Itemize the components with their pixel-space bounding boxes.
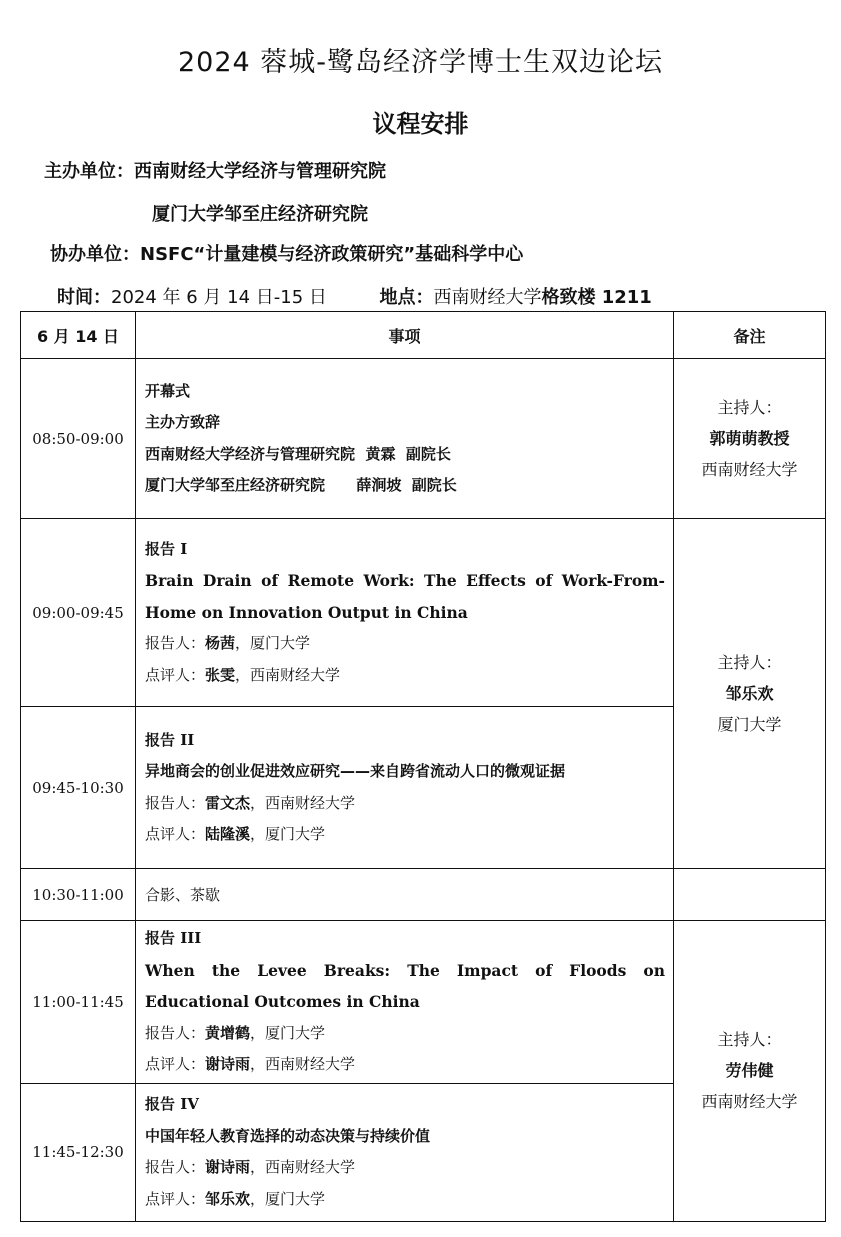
- note-host-name: 郭萌萌教授: [709, 429, 790, 448]
- place-value-plain: 西南财经大学: [433, 287, 542, 308]
- co-host-label: 协办单位：: [50, 244, 140, 265]
- note-host-label: 主持人：: [717, 398, 782, 417]
- row-item: [136, 519, 674, 707]
- row-item: [136, 707, 674, 869]
- note-host-label: 主持人：: [717, 653, 782, 672]
- row-time: 08:50-09:00: [21, 359, 136, 519]
- discussant-line: 点评人：邹乐欢，厦门大学: [145, 1189, 326, 1208]
- agenda-table: [20, 311, 826, 1222]
- co-host-line: [50, 240, 523, 266]
- host-1: 西南财经大学经济与管理研究院: [134, 161, 386, 182]
- note-host-org: 西南财经大学: [701, 460, 798, 479]
- table-row: [21, 359, 826, 519]
- co-host: NSFC“计量建模与经济政策研究”基础科学中心: [140, 244, 524, 265]
- row-item: [136, 1083, 674, 1221]
- presenter-line: 报告人：雷文杰，西南财经大学: [145, 793, 356, 812]
- note-host-name: 劳伟健: [725, 1061, 774, 1081]
- header-note: 备注: [674, 312, 826, 359]
- header-item: 事项: [136, 312, 674, 359]
- page-subtitle: 议程安排: [372, 110, 469, 138]
- break-text: 合影、茶歇: [136, 869, 674, 921]
- host-line-2: [152, 200, 368, 226]
- host-label: 主办单位：: [44, 161, 134, 182]
- row-time: 11:00-11:45: [21, 921, 136, 1084]
- note-host-org: 厦门大学: [717, 715, 782, 734]
- row-item: [136, 921, 674, 1084]
- opening-line: 厦门大学邹至庄经济研究院 薛涧坡 副院长: [145, 476, 457, 494]
- page-title: 2024 蓉城-鹭岛经济学博士生双边论坛: [177, 47, 664, 78]
- time-place-line: [57, 283, 652, 309]
- row-note: [674, 359, 826, 519]
- row-time: 10:30-11:00: [21, 869, 136, 921]
- row-note-empty: [674, 869, 826, 921]
- report-label: 报告 II: [145, 730, 195, 749]
- report-label: 报告 IV: [145, 1095, 199, 1113]
- table-row: [21, 921, 826, 1084]
- paper-title: Brain Drain of Remote Work: The Effects of Work-From-Home on Innovation Output in China: [145, 571, 665, 622]
- paper-title: When the Levee Breaks: The Impact of Floods on Educational Outcomes in China: [145, 960, 665, 1011]
- opening-line: 主办方致辞: [145, 413, 221, 431]
- row-time: 11:45-12:30: [21, 1083, 136, 1221]
- discussant-line: 点评人：张雯，西南财经大学: [145, 665, 341, 684]
- table-header-row: [21, 312, 826, 359]
- row-note: [674, 519, 826, 869]
- discussant-line: 点评人：陆隆溪，厦门大学: [145, 825, 326, 843]
- host-2: 厦门大学邹至庄经济研究院: [152, 204, 368, 225]
- presenter-line: 报告人：杨茜，厦门大学: [145, 634, 311, 653]
- opening-line: 开幕式: [145, 381, 191, 400]
- report-label: 报告 III: [145, 929, 202, 947]
- time-value: 2024 年 6 月 14 日-15 日: [111, 287, 327, 308]
- row-time: 09:45-10:30: [21, 707, 136, 869]
- report-label: 报告 I: [145, 539, 188, 558]
- note-host-name: 邹乐欢: [725, 684, 774, 703]
- presenter-line: 报告人：黄增鹤，厦门大学: [145, 1023, 326, 1042]
- paper-title: 异地商会的创业促进效应研究——来自跨省流动人口的微观证据: [145, 762, 566, 780]
- note-host-org: 西南财经大学: [701, 1092, 798, 1112]
- row-time: 09:00-09:45: [21, 519, 136, 707]
- discussant-line: 点评人：谢诗雨，西南财经大学: [145, 1055, 356, 1073]
- table-row: [21, 519, 826, 707]
- presenter-line: 报告人：谢诗雨，西南财经大学: [145, 1158, 356, 1176]
- header-date: 6 月 14 日: [21, 312, 136, 359]
- time-label: 时间：: [57, 287, 111, 308]
- host-line-1: [44, 157, 386, 183]
- opening-line: 西南财经大学经济与管理研究院 黄霖 副院长: [145, 444, 451, 463]
- note-host-label: 主持人：: [717, 1030, 782, 1050]
- paper-title: 中国年轻人教育选择的动态决策与持续价值: [145, 1126, 431, 1145]
- table-row: [21, 869, 826, 921]
- place-label: 地点：: [379, 287, 434, 308]
- place-value-bold: 格致楼 1211: [541, 287, 652, 308]
- row-note: [674, 921, 826, 1222]
- row-item: [136, 359, 674, 519]
